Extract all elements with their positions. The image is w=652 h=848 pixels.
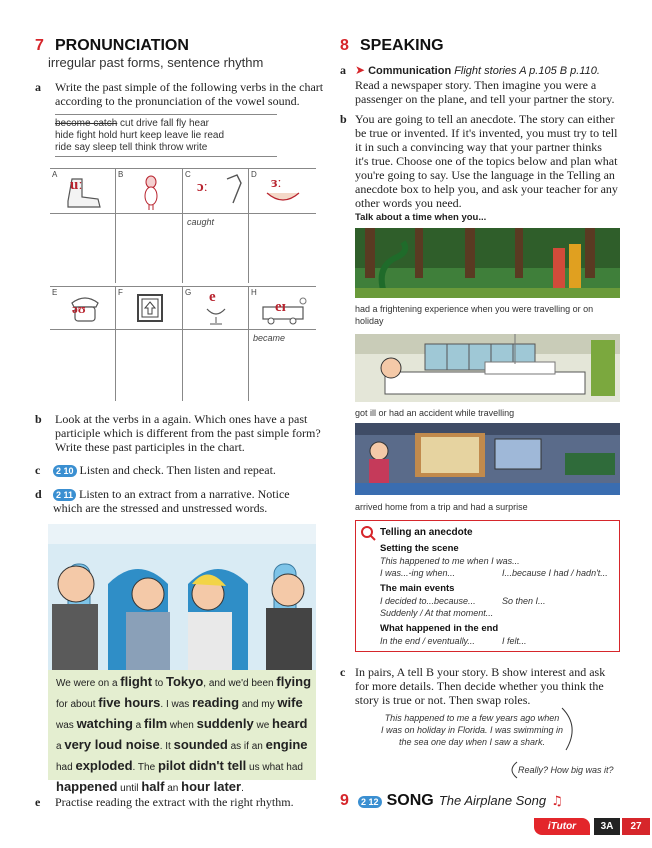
unit-badge <box>594 818 620 835</box>
section-7-header <box>35 35 189 55</box>
section-8-header <box>340 35 444 55</box>
text-line: which are the stressed and unstressed words. <box>53 501 268 515</box>
stressed-word: suddenly <box>196 716 254 731</box>
chart-column-a <box>50 169 116 283</box>
text-line: In pairs, A tell B your story. B show interest and ask <box>355 665 606 679</box>
instruction-d <box>53 487 290 515</box>
column-label: E <box>52 288 58 297</box>
stressed-word: watching <box>76 716 133 731</box>
reply-bubble-tail-icon <box>505 760 521 780</box>
text-line: Listen and check. Then listen and repeat. <box>79 463 276 477</box>
instruction-b <box>55 412 321 454</box>
unstressed-word: we <box>253 720 273 731</box>
bird-nest-icon <box>263 187 303 207</box>
text-line: holiday <box>355 316 384 326</box>
text-line: Read a newspaper story. Then imagine you were a <box>355 78 597 92</box>
phrase: So then I... <box>502 596 546 606</box>
text-line: Write these past participles in the chart. <box>55 440 245 454</box>
boot-icon <box>62 175 106 209</box>
text-line: had a frightening experience when you were travelling or on <box>355 304 594 314</box>
unstressed-word: for about <box>56 699 99 710</box>
column-label: D <box>251 170 257 179</box>
unstressed-word: We were on a <box>56 678 121 689</box>
stressed-word: sounded <box>173 737 228 752</box>
instruction-8c <box>355 665 605 707</box>
living-room-image <box>355 423 620 495</box>
stressed-word: five hours <box>98 695 161 710</box>
stressed-word: half <box>141 779 165 794</box>
itutor-logo[interactable] <box>534 818 590 835</box>
stressed-word: heard <box>272 716 308 731</box>
column-label: G <box>185 288 192 297</box>
unstressed-word: was <box>56 720 77 731</box>
example-word: caught <box>187 217 215 227</box>
egg-cup-icon <box>203 297 229 327</box>
flooded-house-illustration <box>355 423 620 495</box>
communication-reference: Flight stories A p.105 B p.110. <box>454 65 600 77</box>
phrase: I was...-ing when... <box>380 568 456 578</box>
item-letter: e <box>35 795 41 809</box>
item-letter: c <box>35 463 41 477</box>
text-line: I was on holiday in Florida. I was swimming in <box>380 725 564 735</box>
chart-column-b <box>116 169 183 283</box>
instruction-c <box>53 463 276 477</box>
box-subheading: The main events <box>380 583 455 594</box>
section-number: 9 <box>340 792 349 809</box>
phrase: This happened to me when I was... <box>380 556 520 566</box>
section-number: 7 <box>35 37 44 54</box>
text-line: you're going to say. Use the language in the Telling an <box>355 168 615 182</box>
audio-track-badge[interactable]: 2 10 <box>53 465 77 477</box>
phrase: I...because I had / hadn't... <box>502 568 608 578</box>
airplane-cabin-image <box>48 524 316 670</box>
item-letter: a <box>340 63 346 77</box>
text-line: the sea one day when I saw a shark. <box>398 737 546 747</box>
stressed-word: engine <box>265 737 308 752</box>
text-line: other words you need. <box>355 196 462 210</box>
text-line: be true or invented. If it's invented, you must try to tell <box>355 126 618 140</box>
unstressed-word: an <box>164 783 182 794</box>
verb-row <box>55 118 277 129</box>
section-subtitle: irregular past forms, sentence rhythm <box>48 55 264 70</box>
sound-chart-top <box>50 168 316 283</box>
unstressed-word: until <box>117 783 142 794</box>
unstressed-word: a <box>56 741 65 752</box>
section-title: SPEAKING <box>360 37 444 54</box>
unstressed-word: . It <box>159 741 174 752</box>
text-line: Listen to an extract from a narrative. Notice <box>79 487 290 501</box>
speech-bubble <box>372 712 572 748</box>
unstressed-word: to <box>152 678 166 689</box>
item-letter: d <box>35 487 42 501</box>
sound-symbol: əʊ <box>72 301 86 316</box>
telling-an-anecdote-box <box>355 520 620 652</box>
text-line: You are going to tell an anecdote. The story can either <box>355 112 615 126</box>
horse-icon <box>223 173 245 207</box>
struck-verbs: become catch <box>55 118 118 129</box>
page-number: 27 <box>630 821 642 832</box>
unstressed-word: a <box>132 720 145 731</box>
topic-caption: got ill or had an accident while travelling <box>355 408 515 418</box>
verb-list <box>55 114 277 157</box>
stressed-word: hour later <box>181 779 242 794</box>
bird-icon <box>142 173 160 211</box>
extract-line <box>56 693 311 714</box>
airplane-passengers-illustration <box>48 524 316 670</box>
speech-bubble-tail-icon <box>560 706 584 754</box>
item-letter: b <box>340 112 347 126</box>
chart-column-c <box>183 169 249 283</box>
magnifier-icon <box>360 525 376 541</box>
arrow-icon: ➤ <box>355 63 366 77</box>
text-line: passenger on the plane, and tell your partner the story. <box>355 92 615 106</box>
verb-row: hide fight hold hurt keep leave lie read <box>55 130 225 141</box>
text-line: anecdote box to help you, and ask your teacher for any <box>355 182 618 196</box>
topic-caption: arrived home from a trip and had a surprise <box>355 502 528 512</box>
instruction-e: Practise reading the extract with the right rhythm. <box>55 795 294 809</box>
music-note-icon: ♫ <box>551 794 563 809</box>
box-subheading: What happened in the end <box>380 623 499 634</box>
sound-symbol: ɔː <box>197 179 208 195</box>
text-line: story is true or not. Then swap roles. <box>355 693 531 707</box>
text-line: according to the pronunciation of the vowel sound. <box>55 94 300 108</box>
stressed-word: exploded <box>75 758 133 773</box>
box-subheading: Setting the scene <box>380 543 459 554</box>
stressed-word: flight <box>120 674 153 689</box>
box-title: Telling an anecdote <box>380 527 473 538</box>
unstressed-word: when <box>167 720 197 731</box>
stressed-word: happened <box>56 779 118 794</box>
phrase: Suddenly / At that moment... <box>380 608 494 618</box>
sound-symbol: eɪ <box>275 299 286 315</box>
unstressed-word: as if an <box>227 741 266 752</box>
forest-image <box>355 228 620 298</box>
unstressed-word: . I was <box>160 699 193 710</box>
item-letter: c <box>340 665 346 679</box>
instruction-a <box>55 80 323 108</box>
stressed-word: wife <box>277 695 303 710</box>
extract-line <box>56 735 311 756</box>
section-number: 8 <box>340 37 349 54</box>
hospital-bed-illustration <box>355 334 620 402</box>
up-arrow-key-icon <box>136 293 164 323</box>
column-label: F <box>118 288 123 297</box>
communication-label: Communication <box>368 65 452 77</box>
hospital-image <box>355 334 620 402</box>
unstressed-word: . The <box>132 762 158 773</box>
stressed-word: pilot didn't tell <box>157 758 247 773</box>
stressed-word: Tokyo <box>165 674 204 689</box>
text-line: Write the past simple of the following verbs in the chart <box>55 80 324 94</box>
narrative-extract <box>48 670 316 794</box>
instruction-8a <box>355 63 614 106</box>
unstressed-word: and my <box>239 699 278 710</box>
page-number-badge <box>622 818 650 835</box>
audio-track-badge[interactable]: 2 11 <box>53 489 76 501</box>
item-letter: b <box>35 412 42 426</box>
extract-line <box>56 672 311 693</box>
text-line: This happened to me a few years ago when <box>384 713 560 723</box>
text-line: Look at the verbs in a again. Which ones have a past <box>55 412 308 426</box>
sound-chart-bottom <box>50 286 316 401</box>
extract-line <box>56 714 311 735</box>
stressed-word: flying <box>276 674 312 689</box>
stressed-word: film <box>144 716 168 731</box>
phrase: In the end / eventually... <box>380 636 475 646</box>
column-label: C <box>185 170 191 179</box>
section-title: SONG <box>386 792 434 809</box>
section-9-header <box>340 790 563 810</box>
chart-column-h <box>249 287 316 401</box>
stressed-word: reading <box>192 695 240 710</box>
item-letter: a <box>35 80 41 94</box>
example-word: became <box>253 333 286 343</box>
unit-label: 3A <box>600 821 614 832</box>
column-label: A <box>52 170 58 179</box>
reply-bubble: Really? How big was it? <box>518 765 614 775</box>
text-line: it's true. Choose one of the topics below and plan what <box>355 154 618 168</box>
extract-line <box>56 756 311 777</box>
unstressed-word: had <box>56 762 76 773</box>
sound-symbol: uː <box>70 177 83 193</box>
chart-column-g <box>183 287 249 401</box>
chart-column-f <box>116 287 183 401</box>
song-title: The Airplane Song <box>438 793 547 808</box>
sound-symbol: ɜː <box>271 175 282 191</box>
instruction-8b <box>355 112 618 210</box>
phrase: I decided to...because... <box>380 596 476 606</box>
text-line: it in such a convincing way that your partner thinks <box>355 140 602 154</box>
audio-track-badge[interactable]: 2 12 <box>358 796 382 808</box>
unstressed-word: . <box>241 783 244 794</box>
sound-symbol: e <box>209 289 216 305</box>
chart-column-d <box>249 169 316 283</box>
chart-column-e <box>50 287 116 401</box>
topic-caption <box>355 303 593 327</box>
section-title: PRONUNCIATION <box>55 37 189 54</box>
phrase: I felt... <box>502 636 527 646</box>
column-label: H <box>251 288 257 297</box>
verbs: cut drive fall fly hear <box>117 118 209 129</box>
text-line: participle which is different from the past simple form? <box>55 426 321 440</box>
text-line: for more details. Then decide whether you think the <box>355 679 604 693</box>
unstressed-word: us what had <box>246 762 303 773</box>
unstressed-word: , and we'd been <box>203 678 277 689</box>
logo-text: iTutor <box>547 821 577 832</box>
column-label: B <box>118 170 124 179</box>
stressed-word: very loud noise <box>64 737 160 752</box>
topics-heading: Talk about a time when you... <box>355 212 487 223</box>
forest-snake-illustration <box>355 228 620 298</box>
extract-text <box>56 672 311 798</box>
verb-row: ride say sleep tell think throw write <box>55 142 208 153</box>
